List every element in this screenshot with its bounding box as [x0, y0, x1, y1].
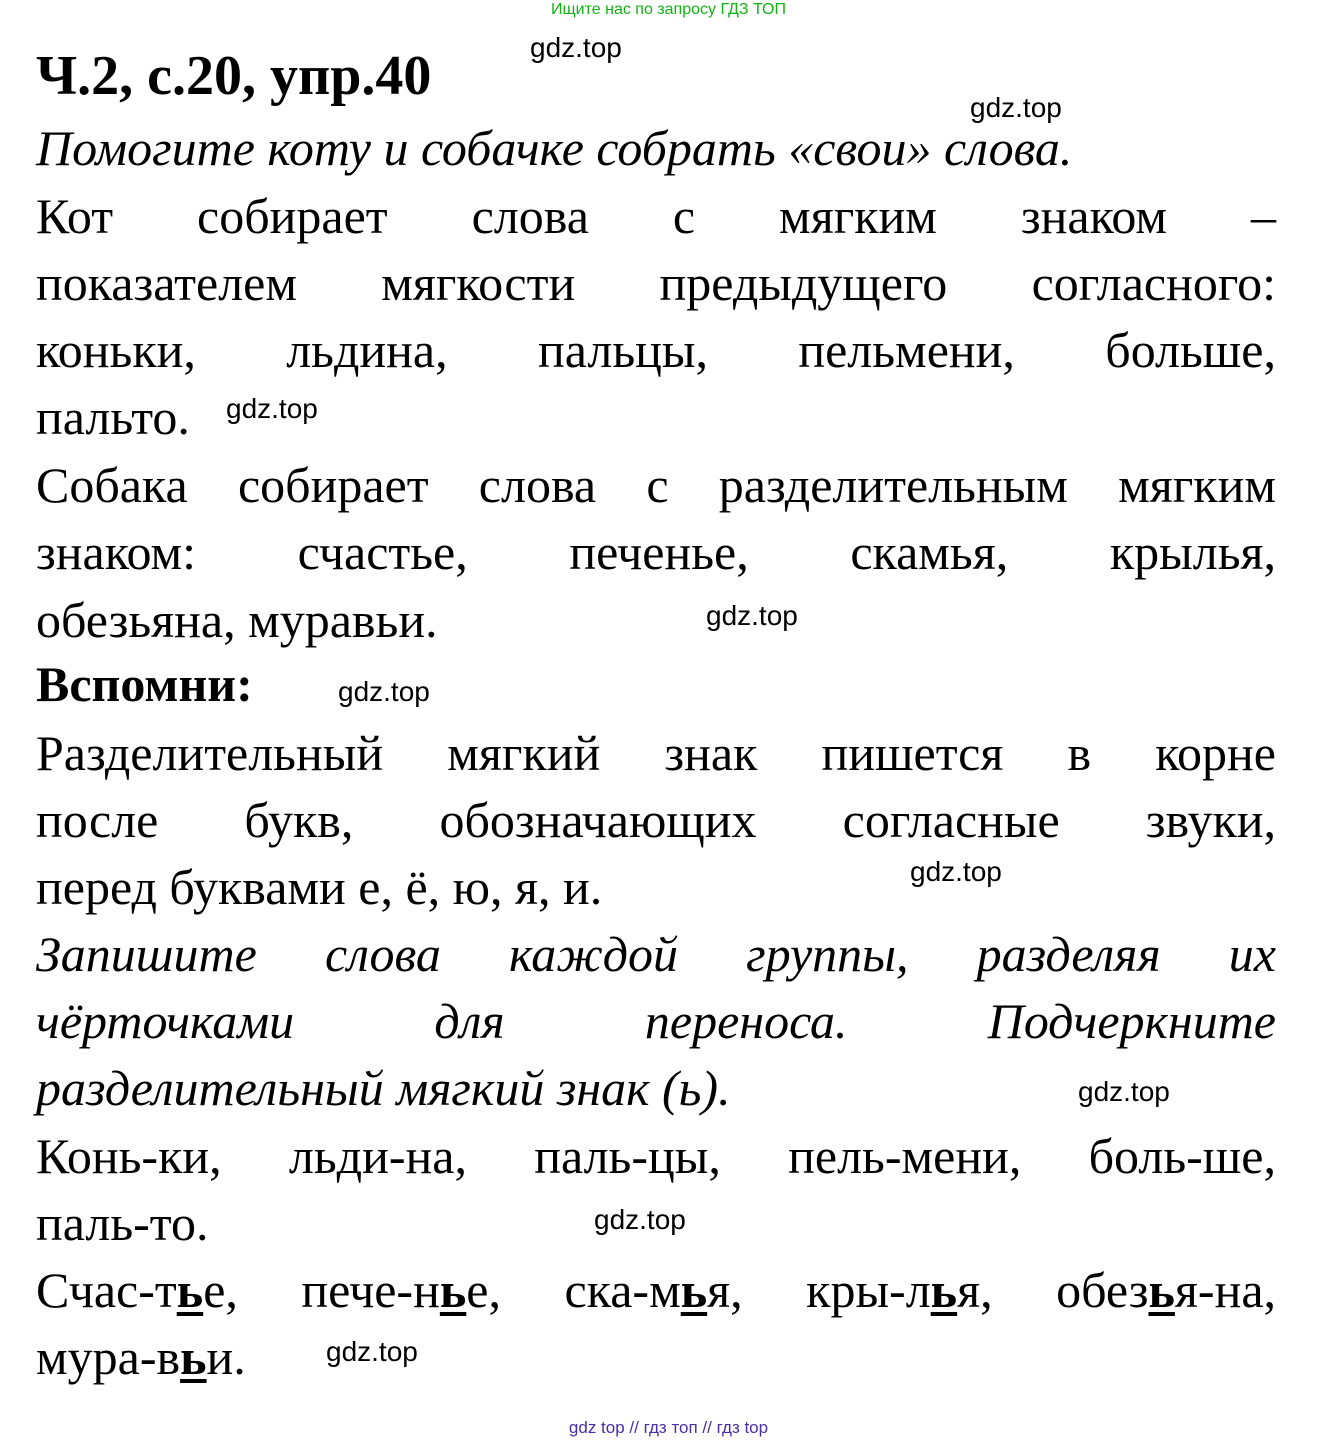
- watermark: gdz.top: [594, 1204, 686, 1235]
- watermark: gdz.top: [706, 600, 798, 631]
- text-line: пальто.: [36, 389, 190, 445]
- answer-line-underlined: мура-вьи.: [36, 1329, 246, 1385]
- soft-sign-highlight: ь: [1148, 1262, 1175, 1318]
- soft-sign-highlight: ь: [930, 1262, 958, 1318]
- task-instruction-2: Запишите слова каждой группы, разделяя их: [36, 926, 1276, 982]
- soft-sign-highlight: ь: [176, 1262, 204, 1318]
- text-line: Собака собирает слова с разделительным мягким: [36, 457, 1276, 513]
- text-line: показателем мягкости предыдущего согласного:: [36, 255, 1276, 311]
- soft-sign-highlight: ь: [180, 1329, 207, 1385]
- watermark: gdz.top: [226, 393, 318, 424]
- hyphenated-word: кры-лья,: [806, 1262, 993, 1318]
- top-banner: Ищите нас по запросу ГДЗ ТОП: [551, 1, 786, 18]
- soft-sign-highlight: ь: [439, 1262, 467, 1318]
- text-line: обезьяна, муравьи.: [36, 592, 438, 648]
- hyphenated-word: Счас-тье,: [36, 1262, 238, 1318]
- task-instruction-1: Помогите коту и собачке собрать «свои» слова.: [36, 120, 1073, 176]
- watermark: gdz.top: [970, 92, 1062, 123]
- soft-sign-highlight: ь: [680, 1262, 708, 1318]
- rule-line: перед буквами е, ё, ю, я, и.: [36, 859, 603, 915]
- hyphenated-word: пече-нье,: [301, 1262, 501, 1318]
- hyphenated-word: обезья-на,: [1056, 1262, 1277, 1318]
- task-instruction-2: разделительный мягкий знак (ь).: [36, 1060, 731, 1116]
- text-line: знаком: счастье, печенье, скамья, крылья,: [36, 524, 1276, 580]
- remember-heading: Вспомни:: [36, 656, 253, 712]
- rule-line: после букв, обозначающих согласные звуки,: [36, 792, 1276, 848]
- watermark: gdz.top: [910, 856, 1002, 887]
- text-line: коньки, льдина, пальцы, пельмени, больше,: [36, 322, 1276, 378]
- rule-line: Разделительный мягкий знак пишется в корне: [36, 725, 1276, 781]
- footer-watermark: gdz top // гдз топ // гдз top: [568, 1418, 769, 1437]
- watermark: gdz.top: [1078, 1076, 1170, 1107]
- text-line: Кот собирает слова с мягким знаком –: [36, 188, 1276, 244]
- page-title: Ч.2, с.20, упр.40: [36, 45, 432, 107]
- answer-line: Конь-ки, льди-на, паль-цы, пель-мени, боль-ше,: [36, 1128, 1276, 1184]
- watermark: gdz.top: [530, 32, 622, 63]
- answer-line-underlined: [36, 1260, 1276, 1322]
- answer-line: паль-то.: [36, 1195, 209, 1251]
- task-instruction-2: чёрточками для переноса. Подчеркните: [36, 993, 1276, 1049]
- hyphenated-word: ска-мья,: [564, 1262, 743, 1318]
- watermark: gdz.top: [338, 676, 430, 707]
- watermark: gdz.top: [326, 1336, 418, 1367]
